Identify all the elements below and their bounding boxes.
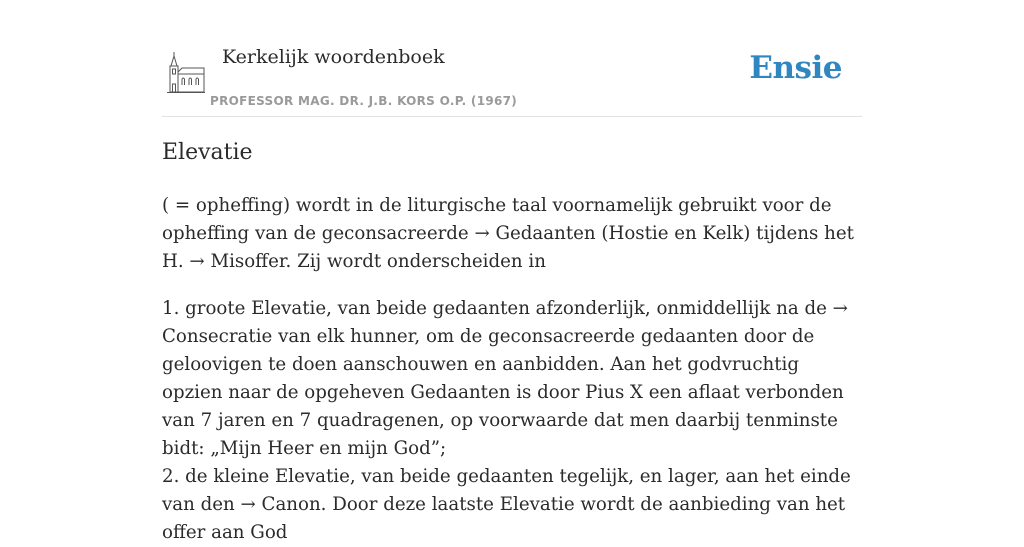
- dictionary-title[interactable]: Kerkelijk woordenboek: [222, 46, 445, 68]
- entry-paragraph: ( = opheffing) wordt in de liturgische taal voornamelijk gebruikt voor de opheffing van de geconsacreerde → Gedaanten (Hostie en Kelk) tijdens het H. → Misoffer. Zij wordt onderscheiden in: [162, 195, 854, 272]
- entry-title: Elevatie: [162, 140, 253, 165]
- page-container: [162, 0, 862, 543]
- church-icon[interactable]: [166, 50, 206, 94]
- entry-paragraph: 2. de kleine Elevatie, van beide gedaanten tegelijk, en lager, aan het einde van den → Canon. Door deze laatste Elevatie wordt de aanbieding van het offer aan God: [162, 466, 851, 543]
- author-credit: PROFESSOR MAG. DR. J.B. KORS O.P. (1967): [210, 94, 518, 108]
- entry-paragraph: 1. groote Elevatie, van beide gedaanten afzonderlijk, onmiddellijk na de → Consecratie van elk hunner, om de geconsacreerde gedaanten door de geloovigen te doen aanschouwen en aanbidden. Aan het godvruchtig opzien naar de opgeheven Gedaanten is door Pius X een aflaat verbonden van 7 jaren en 7 quadragenen, op voorwaarde dat men daarbij tenminste bidt: „Mijn Heer en mijn God”;: [162, 298, 848, 459]
- header: [162, 0, 862, 117]
- ensie-logo-link[interactable]: Ensie: [749, 50, 842, 86]
- entry-body: [162, 192, 862, 547]
